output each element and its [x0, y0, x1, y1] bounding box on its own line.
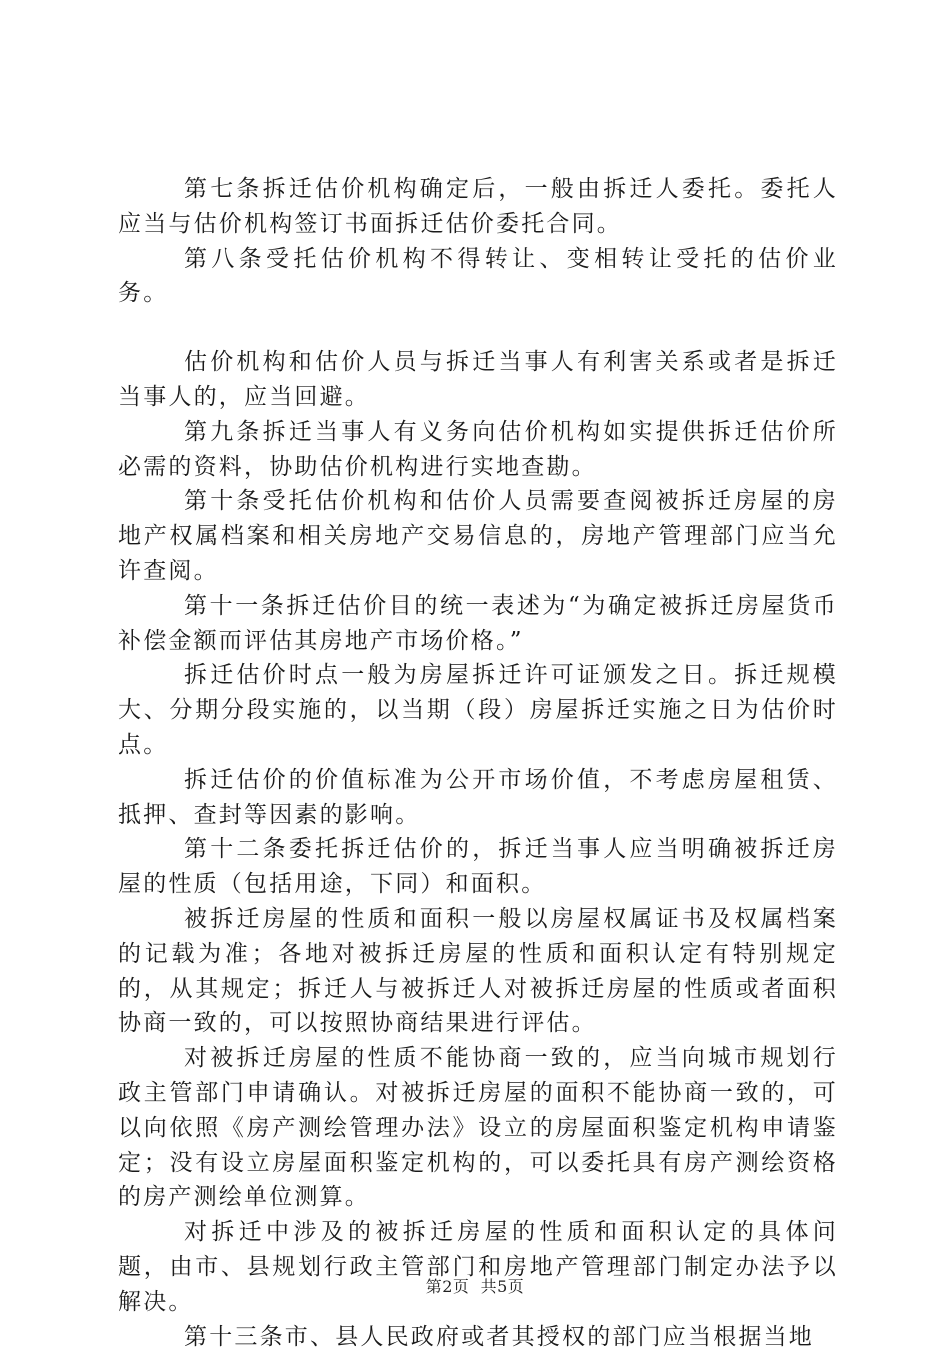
page-number-label: 第2页 共5页: [426, 1277, 525, 1296]
page-footer: [0, 1274, 950, 1297]
paragraph-article-11: 第十一条拆迁估价目的统一表述为“为确定被拆迁房屋货币补偿金额而评估其房地产市场价格。”: [118, 589, 838, 659]
paragraph-article-12: 第十二条委托拆迁估价的，拆迁当事人应当明确被拆迁房屋的性质（包括用途，下同）和面积。: [118, 832, 838, 902]
paragraph-avoidance: 估价机构和估价人员与拆迁当事人有利害关系或者是拆迁当事人的，应当回避。: [118, 345, 838, 415]
paragraph-article-8: 第八条受托估价机构不得转让、变相转让受托的估价业务。: [118, 242, 838, 312]
paragraph-article-7: 第七条拆迁估价机构确定后，一般由拆迁人委托。委托人应当与估价机构签订书面拆迁估价委托合同。: [118, 172, 838, 242]
document-body: [118, 172, 838, 1354]
paragraph-article-9: 第九条拆迁当事人有义务向估价机构如实提供拆迁估价所必需的资料，协助估价机构进行实地查勘。: [118, 415, 838, 485]
paragraph-specific-issues: 对拆迁中涉及的被拆迁房屋的性质和面积认定的具体问题，由市、县规划行政主管部门和房地产管理部门制定办法予以解决。: [118, 1215, 838, 1319]
paragraph-property-nature: 被拆迁房屋的性质和面积一般以房屋权属证书及权属档案的记载为准；各地对被拆迁房屋的性质和面积认定有特别规定的，从其规定；拆迁人与被拆迁人对被拆迁房屋的性质或者面积协商一致的，可以按照协商结果进行评估。: [118, 902, 838, 1041]
paragraph-valuation-date: 拆迁估价时点一般为房屋拆迁许可证颁发之日。拆迁规模大、分期分段实施的，以当期（段）房屋拆迁实施之日为估价时点。: [118, 658, 838, 762]
paragraph-article-10: 第十条受托估价机构和估价人员需要查阅被拆迁房屋的房地产权属档案和相关房地产交易信息的，房地产管理部门应当允许查阅。: [118, 484, 838, 588]
paragraph-value-standard: 拆迁估价的价值标准为公开市场价值，不考虑房屋租赁、抵押、查封等因素的影响。: [118, 763, 838, 833]
paragraph-spacer: [118, 311, 838, 345]
paragraph-disagreement: 对被拆迁房屋的性质不能协商一致的，应当向城市规划行政主管部门申请确认。对被拆迁房屋的面积不能协商一致的，可以向依照《房产测绘管理办法》设立的房屋面积鉴定机构申请鉴定；没有设立房屋面积鉴定机构的，可以委托具有房产测绘资格的房产测绘单位测算。: [118, 1041, 838, 1215]
paragraph-article-13: 第十三条市、县人民政府或者其授权的部门应当根据当地: [118, 1320, 838, 1354]
